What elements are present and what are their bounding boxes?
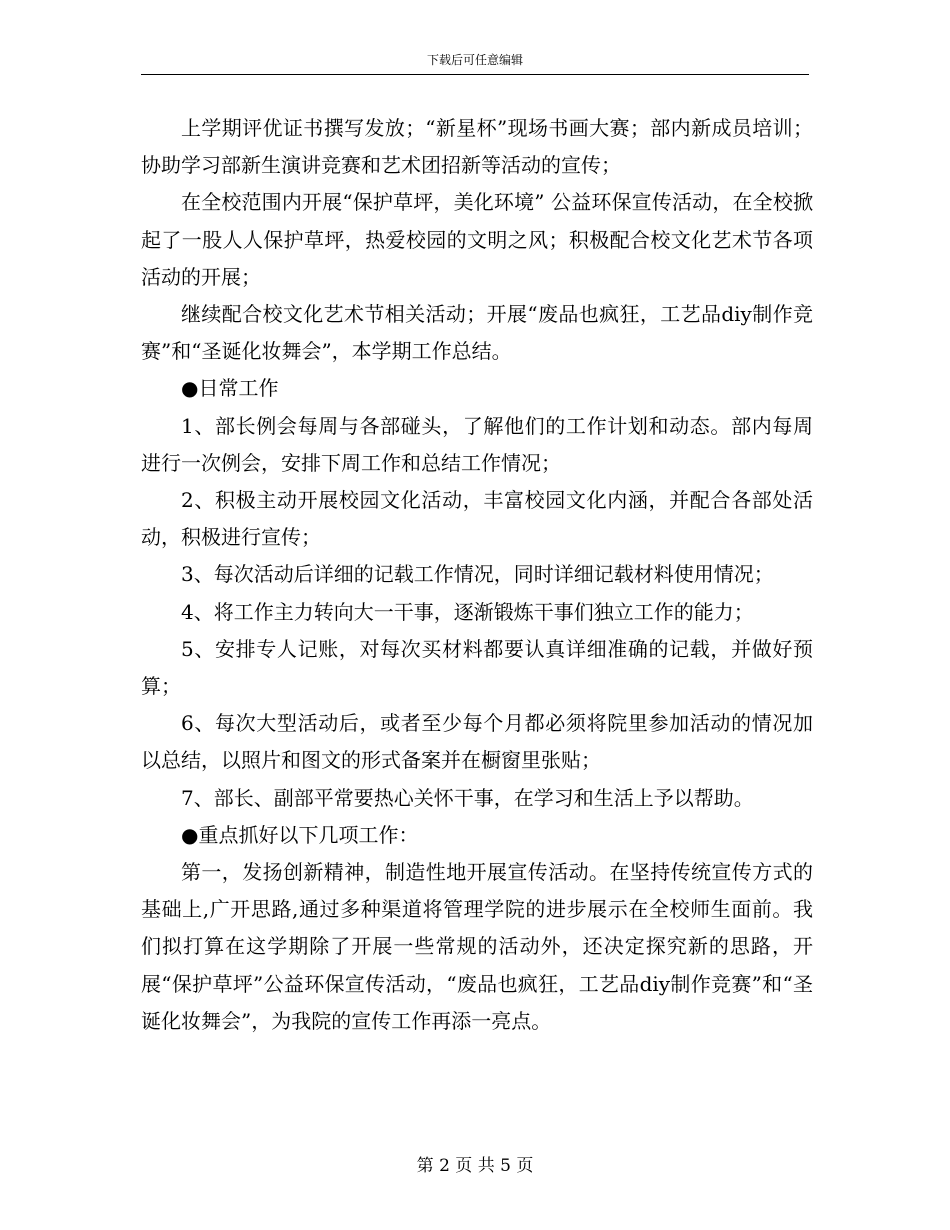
paragraph-lawn-campaign: 在全校范围内开展“保护草坪，美化环境” 公益环保宣传活动，在全校掀起了一股人人保护草坪，热爱校园的文明之风；积极配合校文化艺术节各项活动的开展；: [141, 190, 813, 289]
document-body: [141, 110, 813, 1040]
paragraph-innovation: 第一，发扬创新精神，制造性地开展宣传活动。在坚持传统宣传方式的基础上,广开思路,通过多种渠道将管理学院的进步展示在全校师生面前。我们拟打算在这学期除了开展一些常规的活动外，还决定探究新的思路，开展“保护草坪”公益环保宣传活动，“废品也疯狂，工艺品diy制作竞赛”和“圣诞化妆舞会”，为我院的宣传工作再添一亮点。: [141, 860, 813, 1033]
list-item-7: 7、部长、副部平常要热心关怀干事，在学习和生活上予以帮助。: [181, 785, 754, 810]
list-item-4: 4、将工作主力转向大一干事，逐渐锻炼干事们独立工作的能力；: [181, 599, 754, 624]
header-divider: [141, 74, 809, 75]
page-number: 第 2 页 共 5 页: [416, 1156, 534, 1176]
section-heading-key-work: ●重点抓好以下几项工作：: [181, 822, 419, 847]
paragraph-art-festival: 继续配合校文化艺术节相关活动；开展“废品也疯狂，工艺品diy制作竞赛”和“圣诞化妆舞会”，本学期工作总结。: [141, 302, 813, 364]
section-heading-daily-work: ●日常工作: [181, 376, 279, 401]
paragraph-semester-awards: 上学期评优证书撰写发放；“新星杯”现场书画大赛；部内新成员培训；协助学习部新生演讲竞赛和艺术团招新等活动的宣传；: [141, 116, 813, 178]
list-item-2: 2、积极主动开展校园文化活动，丰富校园文化内涵，并配合各部处活动，积极进行宣传；: [141, 488, 813, 550]
list-item-1: 1、部长例会每周与各部碰头，了解他们的工作计划和动态。部内每周进行一次例会，安排下周工作和总结工作情况；: [141, 413, 813, 475]
list-item-6: 6、每次大型活动后，或者至少每个月都必须将院里参加活动的情况加以总结，以照片和图文的形式备案并在橱窗里张贴；: [141, 711, 813, 773]
list-item-3: 3、每次活动后详细的记载工作情况，同时详细记载材料使用情况；: [181, 562, 774, 587]
page-header: 下载后可任意编辑: [426, 53, 523, 67]
list-item-5: 5、安排专人记账，对每次买材料都要认真详细准确的记载，并做好预算；: [141, 636, 813, 699]
